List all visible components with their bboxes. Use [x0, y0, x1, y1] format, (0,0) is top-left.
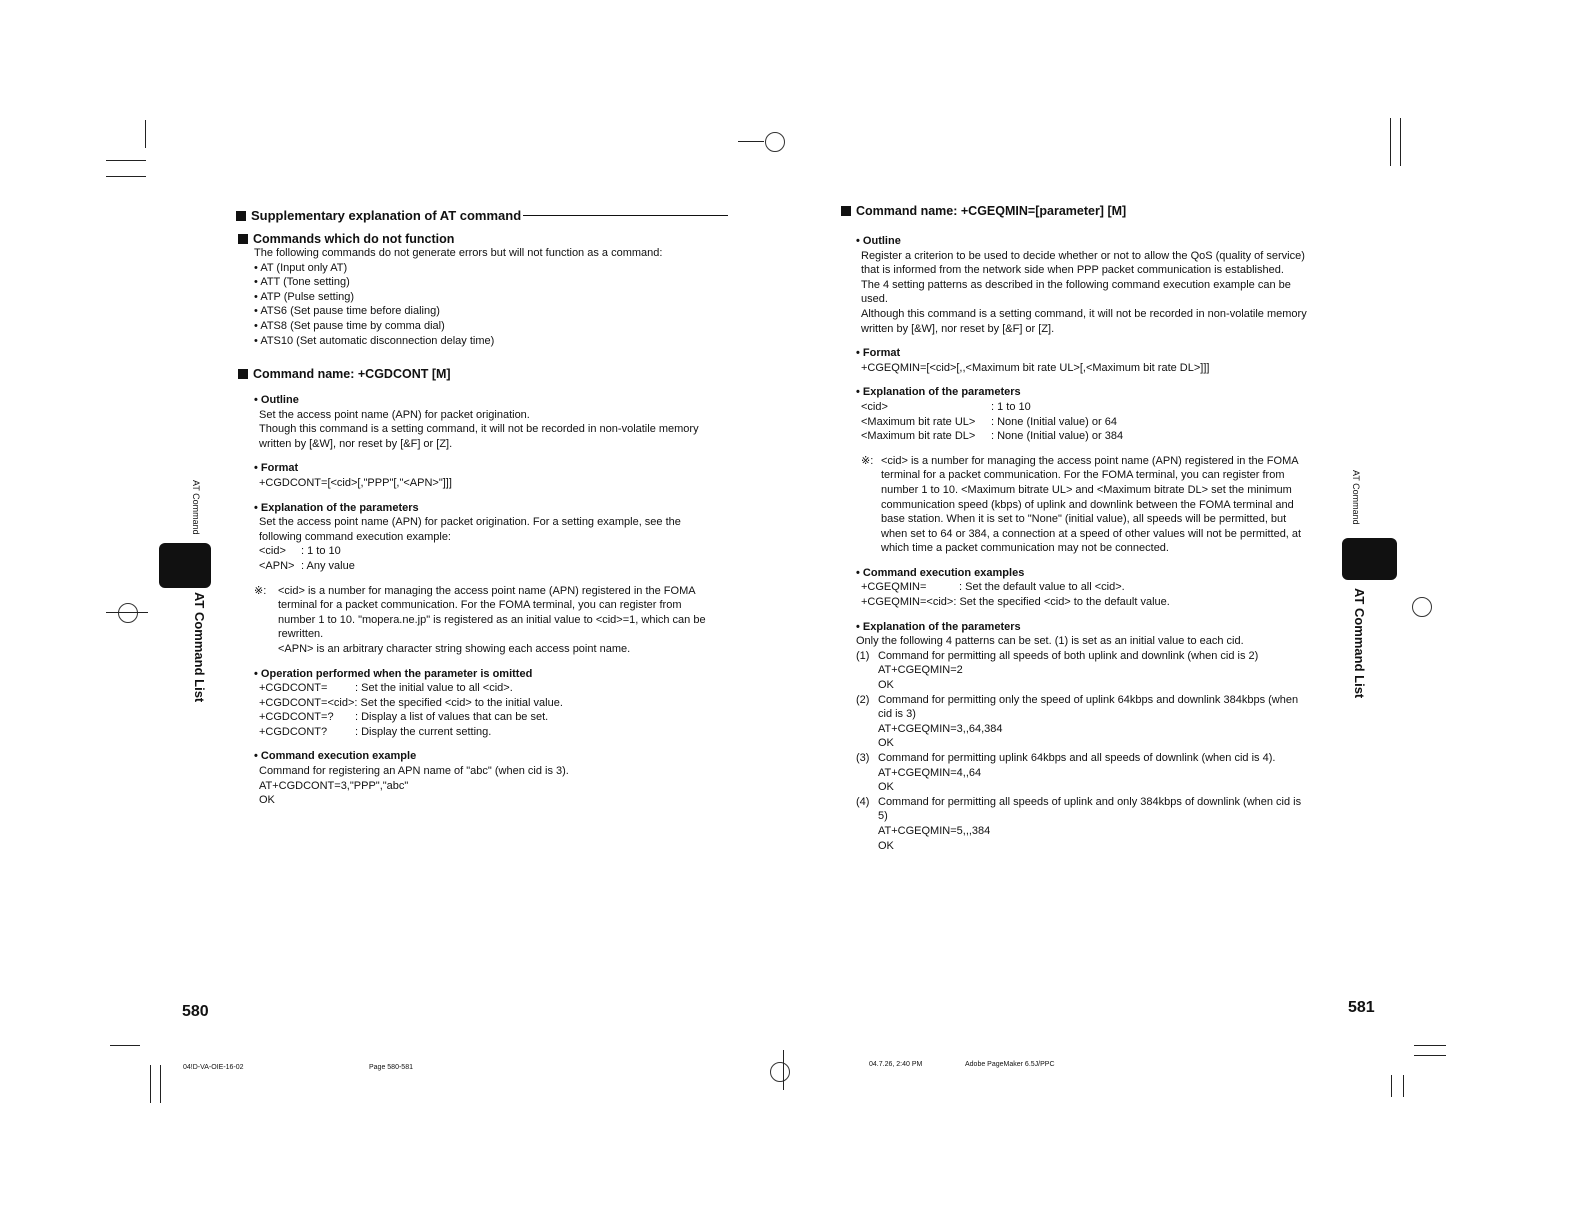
outline-label: • Outline — [254, 394, 299, 406]
crop-mark — [1403, 1075, 1404, 1097]
list-item: • ATP (Pulse setting) — [254, 290, 355, 303]
crop-mark — [1414, 1055, 1446, 1056]
params-label: • Explanation of the parameters — [254, 501, 419, 514]
params2-label: • Explanation of the parameters — [856, 620, 1021, 633]
page-number: 580 — [182, 1003, 209, 1020]
params-label: • Explanation of the parameters — [856, 386, 1021, 399]
omitted-table — [254, 681, 706, 739]
note-mark: ※: — [861, 454, 874, 467]
example-label: • Command execution example — [254, 750, 417, 763]
table-row: +CGDCONT? : Display the current setting. — [259, 725, 492, 738]
list-item: • ATS8 (Set pause time by comma dial) — [254, 319, 445, 332]
format-label: • Format — [254, 462, 299, 475]
cgdcont-body — [254, 393, 706, 808]
side-label-small: AT Command — [1351, 470, 1361, 525]
registration-mark-icon — [118, 603, 138, 623]
param-row: <cid> : 1 to 10 — [259, 545, 341, 558]
outline-label: • Outline — [856, 235, 901, 247]
pattern-item: (1) Command for permitting all speeds of both uplink and downlink (when cid is 2) AT+CGEQMIN=2 OK — [856, 649, 1259, 692]
footer-page: Page 580-581 — [369, 1064, 413, 1071]
example-text: Command for registering an APN name of "abc" (when cid is 3). AT+CGDCONT=3,"PPP","abc" OK — [259, 765, 569, 807]
list-item: • ATT (Tone setting) — [254, 276, 350, 289]
main-title — [236, 208, 728, 223]
outline-text: Register a criterion to be used to decide whether or not to allow the QoS (quality of service) that is informed from the network side when PPP packet communication is established. The 4 setting patterns as described in the following command execution example can be used. Although this command is a setting command, it will not be recorded in non-volatile memory written by [&W], nor reset by [&F] or [Z]. — [861, 249, 1307, 335]
param-row: <Maximum bit rate DL> : None (Initial value) or 384 — [861, 430, 1124, 443]
list-item: • ATS10 (Set automatic disconnection delay time) — [254, 334, 495, 347]
side-tab — [159, 543, 211, 588]
crop-mark — [145, 120, 146, 148]
cgeqmin-body — [856, 234, 1307, 853]
table-row: +CGDCONT=<cid> : Set the specified <cid> to the initial value. — [259, 696, 563, 709]
param-row: <Maximum bit rate UL> : None (Initial value) or 64 — [861, 415, 1117, 428]
outline-text: Set the access point name (APN) for packet origination. Though this command is a setting command, it will not be recorded in non-volatile memory written by [&W], nor reset by [&F] or [Z]. — [259, 408, 699, 450]
right-page — [789, 0, 1578, 1221]
examples-table — [856, 580, 1307, 609]
params-table — [856, 400, 1307, 444]
format-line: +CGDCONT=[<cid>[,"PPP"[,"<APN>"]]] — [259, 476, 452, 489]
section-heading: Command name: +CGDCONT [M] — [238, 367, 451, 381]
table-row: +CGEQMIN= : Set the default value to all <cid>. — [861, 581, 1125, 594]
param-row: <cid> : 1 to 10 — [861, 400, 1031, 413]
crop-mark — [1414, 1045, 1446, 1046]
note-block: ※: <cid> is a number for managing the access point name (APN) registered in the FOMA terminal for a packet communication. For the FOMA terminal, you can register from number 1 to 10. "mopera.ne.jp" is registered as an initial value to <cid>=1, which can be rewritten. <APN> is an arbitrary character string showing each access point name. — [254, 584, 706, 655]
table-row: +CGEQMIN=<cid> : Set the specified <cid> to the default value. — [861, 596, 1170, 609]
square-bullet-icon — [841, 206, 851, 216]
crop-mark — [110, 1045, 140, 1046]
side-label-large: AT Command List — [192, 592, 207, 703]
square-bullet-icon — [238, 234, 248, 244]
square-bullet-icon — [238, 369, 248, 379]
footer-date: 04.7.26, 2:40 PM — [869, 1061, 923, 1068]
crop-mark — [738, 141, 764, 142]
section-heading: Commands which do not function — [238, 232, 454, 246]
param-row: <APN> : Any value — [259, 559, 355, 572]
crop-mark — [106, 612, 148, 613]
registration-mark-icon — [765, 132, 785, 152]
pattern-item: (4) Command for permitting all speeds of uplink and only 384kbps of downlink (when cid is 5) AT+CGEQMIN=5,,,384 OK — [856, 795, 1302, 852]
params2-intro: Only the following 4 patterns can be set. (1) is set as an initial value to each cid. — [856, 635, 1244, 648]
side-label-large: AT Command List — [1352, 588, 1367, 699]
pattern-item: (3) Command for permitting uplink 64kbps and all speeds of downlink (when cid is 4). AT+CGEQMIN=4,,64 OK — [856, 752, 1276, 794]
crop-mark — [783, 1050, 784, 1090]
pattern-item: (2) Command for permitting only the speed of uplink 64kbps and downlink 384kbps (when cid is 3) AT+CGEQMIN=3,,64,384 OK — [856, 693, 1299, 750]
table-row: +CGDCONT= : Set the initial value to all <cid>. — [259, 682, 513, 695]
section-heading: Command name: +CGEQMIN=[parameter] [M] — [841, 204, 1126, 218]
table-row: +CGDCONT=? : Display a list of values that can be set. — [259, 711, 549, 724]
page-number: 581 — [1348, 999, 1375, 1016]
registration-mark-icon — [770, 1062, 790, 1082]
note-mark: ※: — [254, 584, 267, 597]
omitted-label: • Operation performed when the parameter is omitted — [254, 667, 533, 680]
params-text: Set the access point name (APN) for packet origination. For a setting example, see the following command execution example: <cid> : 1 to 10 <APN> : Any value — [254, 515, 706, 573]
footer-file: 04!D-VA-OIE-16-02 — [183, 1064, 244, 1071]
main-title-text: Supplementary explanation of AT command — [251, 208, 522, 223]
crop-mark — [1391, 1075, 1392, 1097]
list-item: • AT (Input only AT) — [254, 261, 348, 274]
crop-mark — [150, 1065, 151, 1103]
commands-not-function-body — [254, 246, 662, 348]
crop-mark — [106, 160, 146, 161]
crop-mark — [106, 176, 146, 177]
registration-mark-icon — [1412, 597, 1432, 617]
list-item: • ATS6 (Set pause time before dialing) — [254, 305, 440, 318]
format-line: +CGEQMIN=[<cid>[,,<Maximum bit rate UL>[,<Maximum bit rate DL>]]] — [861, 361, 1210, 374]
note-block: ※: <cid> is a number for managing the access point name (APN) registered in the FOMA terminal for a packet communication. For the FOMA terminal, you can register from number 1 to 10. <Maximum bitrate UL> and <Maximum bitrate DL> set the minimum communication speed (kbps) of uplink and downlink between the FOMA terminal and base station. When it is set to "None" (initial value), all speeds will be permitted, but when set to 64 or 384, a connection at a speed of other values will not be permitted, at which time a packet communication may not be connected. — [861, 454, 1302, 555]
intro-text: The following commands do not generate errors but will not function as a command: — [254, 247, 663, 259]
crop-mark — [1400, 118, 1401, 166]
examples-label: • Command execution examples — [856, 566, 1025, 579]
footer-app: Adobe PageMaker 6.5J/PPC — [965, 1061, 1055, 1068]
crop-mark — [1390, 118, 1391, 166]
format-label: • Format — [856, 347, 901, 360]
title-rule — [523, 215, 728, 216]
square-bullet-icon — [236, 211, 246, 221]
side-label-small: AT Command — [191, 480, 201, 535]
crop-mark — [160, 1065, 161, 1103]
side-tab — [1342, 538, 1397, 580]
